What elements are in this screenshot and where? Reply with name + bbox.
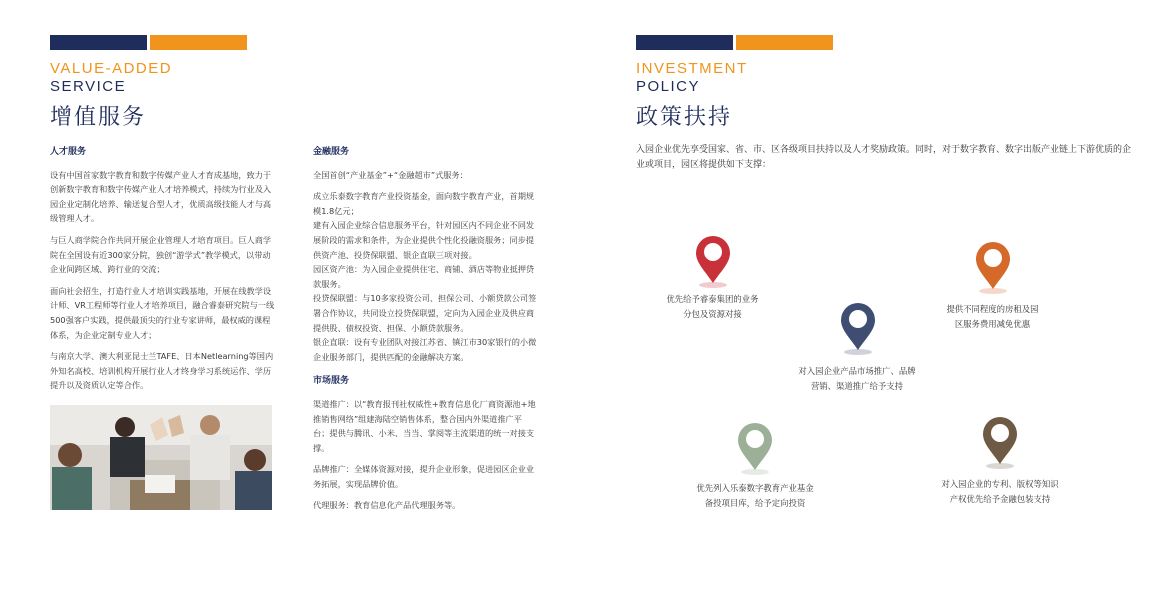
pin-2 — [973, 239, 1013, 295]
policy-item-1 — [640, 292, 785, 321]
finance-column — [313, 145, 538, 520]
policy-item-line: 提供不同程度的房租及园 — [946, 304, 1039, 314]
policy-item-line: 优先给予睿泰集团的业务 — [666, 294, 759, 304]
title-en-line1: VALUE-ADDED — [50, 60, 173, 77]
header-bar-orange-right — [736, 35, 833, 50]
section-title-zh-left: 增值服务 — [50, 105, 147, 130]
map-pin-icon — [735, 420, 775, 476]
market-heading: 市场服务 — [313, 376, 350, 387]
title-en-line2: POLICY — [636, 78, 701, 95]
map-pin-icon — [838, 300, 878, 356]
market-paragraph: 渠道推广：以“教育报刊社权威性+教育信息化厂商资源池+地推销售网络”组建海陆空销售体系，整合国内外渠道推广平台；提供与腾讯、小米、当当、掌阅等主流渠道的统一对接支撑。 — [313, 398, 536, 453]
section-title-en-right — [636, 60, 748, 96]
policy-item-4 — [680, 481, 830, 510]
policy-item-line: 对入园企业的专利、版权等知识 — [941, 479, 1059, 489]
header-bar-orange-left — [150, 35, 247, 50]
map-pin-icon — [693, 233, 733, 289]
talent-paragraph: 与南京大学、澳大利亚昆士兰TAFE、日本Netlearning等国内外知名高校、培训机构开展行业人才终身学习系统运作、学历提升以及资质认定等合作。 — [50, 351, 274, 391]
pin-1 — [693, 233, 733, 289]
finance-line: 成立乐泰数字教育产业投资基金，面向数字教育产业，首期规模1.8亿元； — [313, 191, 535, 216]
finance-line: 投贷保联盟：与10多家投资公司、担保公司、小额贷款公司签署合作协议，共同设立投贷保联盟，定向为入园企业及供应商提供股、债权投资、担保、小额贷款服务。 — [313, 293, 537, 333]
talent-heading: 人才服务 — [50, 147, 87, 157]
title-en-line1: INVESTMENT — [636, 60, 748, 77]
policy-item-line: 产权优先给予金融包装支持 — [949, 493, 1051, 504]
map-pin-icon — [973, 239, 1013, 295]
map-pin-icon — [980, 414, 1020, 470]
photo-illustration — [50, 405, 272, 510]
policy-item-line: 区服务费用减免优惠 — [954, 318, 1031, 329]
policy-item-3 — [782, 364, 932, 393]
finance-line: 园区资产池：为入园企业提供住宅、商铺、酒店等物业抵押贷款服务。 — [313, 264, 535, 289]
policy-item-line: 优先列入乐泰数字教育产业基金 — [696, 483, 814, 493]
team-meeting-photo — [50, 405, 272, 510]
pin-3 — [838, 300, 878, 356]
talent-paragraph: 设有中国首家数字教育和数字传媒产业人才育成基地，致力于创新数字教育和数字传媒产业人才培养模式，持续为行业及入园企业定制化培养、输送复合型人才，优质高级技能人才与高级管理人才。 — [50, 169, 272, 224]
policy-item-line: 对入园企业产品市场推广、品牌 — [798, 366, 916, 376]
policy-intro: 入园企业优先享受国家、省、市、区各级项目扶持以及人才奖励政策。同时，对于数字教育、数字出版产业链上下游优质的企业或项目，园区将提供如下支撑： — [636, 145, 1132, 170]
header-bar-navy-left — [50, 35, 147, 50]
policy-item-line: 营销、渠道推广给予支持 — [810, 380, 904, 391]
market-paragraph: 品牌推广：全媒体资源对接，提升企业形象，促进园区企业业务拓展，实现品牌价值。 — [313, 464, 535, 489]
finance-line: 银企直联：设有专业团队对接江苏省、镇江市30家银行的小微企业服务部门，提供匹配的金融解决方案。 — [313, 337, 537, 362]
pin-5 — [980, 414, 1020, 470]
section-title-zh-right: 政策扶持 — [636, 105, 733, 130]
policy-item-2 — [925, 302, 1060, 331]
policy-item-line: 分包及资源对接 — [683, 308, 742, 319]
policy-item-5 — [925, 477, 1075, 506]
finance-heading: 金融服务 — [313, 147, 350, 157]
talent-column — [50, 145, 275, 400]
section-title-en-left — [50, 60, 172, 96]
market-paragraph: 代理服务：教育信息化产品代理服务等。 — [313, 500, 461, 511]
title-en-line2: SERVICE — [50, 78, 127, 95]
talent-paragraph: 面向社会招生，打造行业人才培训实践基地，开展在线教学设计师、VR工程师等行业人才培养项目，融合睿泰研究院与一线500强客户实践，提供最顶尖的行业专家讲师，最权威的课程体系，为企业定制专业人才； — [50, 285, 275, 340]
finance-line: 建有入园企业综合信息服务平台，针对园区内不同企业不同发展阶段的需求和条件，为企业提供个性化投融资服务；同步提供资产池、投贷保联盟、银企直联三项对接。 — [313, 220, 535, 260]
pin-4 — [735, 420, 775, 476]
finance-line: 全国首创“产业基金”+“金融超市”式服务： — [313, 169, 468, 180]
policy-item-line: 备投项目库，给予定向投资 — [704, 497, 806, 508]
header-bar-navy-right — [636, 35, 733, 50]
talent-paragraph: 与巨人商学院合作共同开展企业管理人才培育项目。巨人商学院在全国设有近300家分院，独创“游学式”教学模式，以带动企业间跨区域、跨行业的交流； — [50, 234, 272, 275]
